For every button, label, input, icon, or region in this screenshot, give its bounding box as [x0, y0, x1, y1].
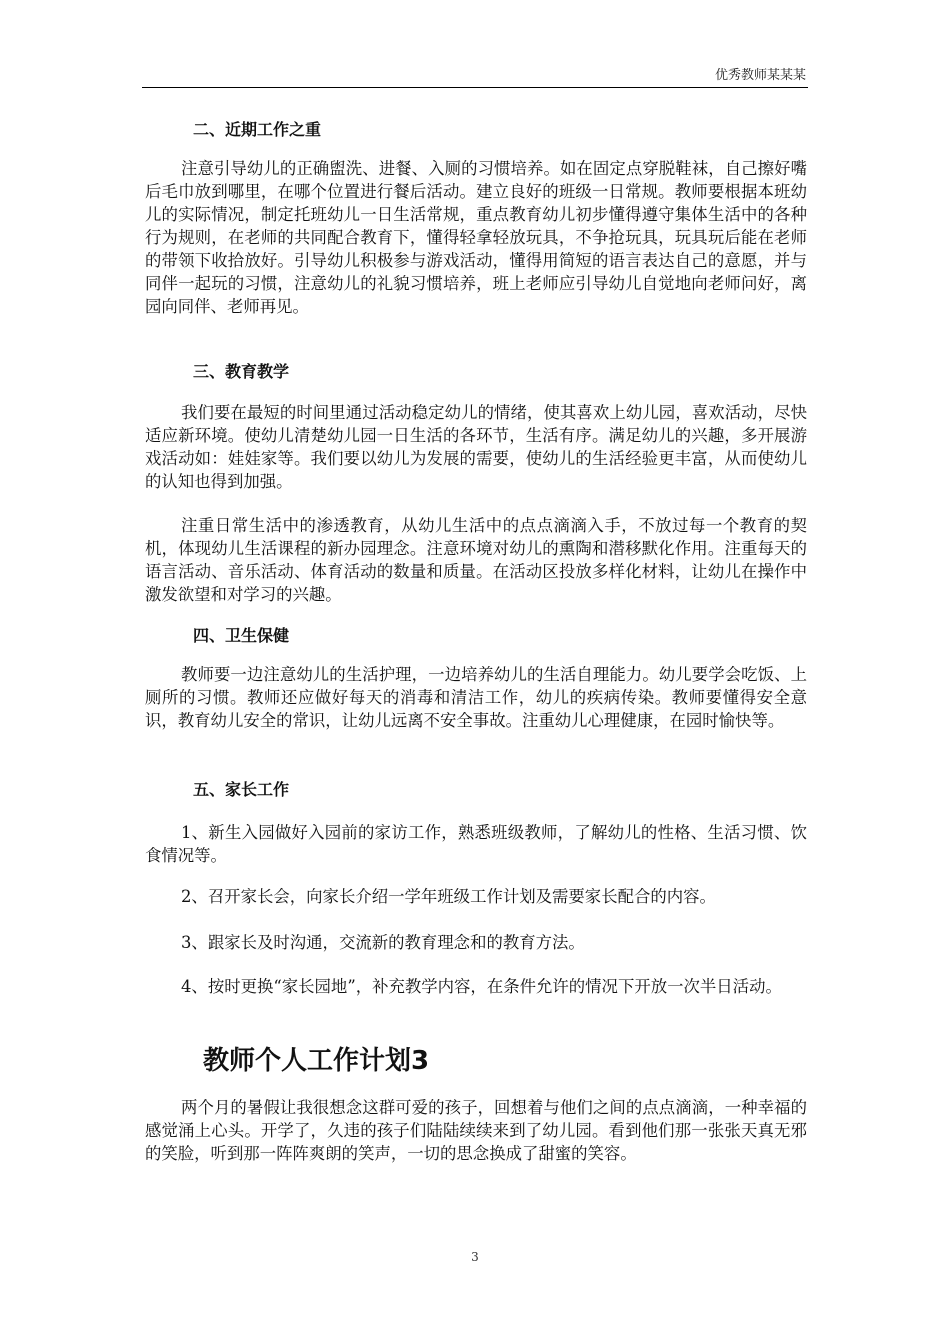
list-item: 1、新生入园做好入园前的家访工作，熟悉班级教师，了解幼儿的性格、生活习惯、饮食情况等。 — [145, 823, 807, 865]
paragraph: 注意引导幼儿的正确盥洗、进餐、入厕的习惯培养。如在固定点穿脱鞋袜，自己擦好嘴后毛巾放到哪里，在哪个位置进行餐后活动。建立良好的班级一日常规。教师要根据本班幼儿的实际情况，制定托班幼儿一日生活常规，重点教育幼儿初步懂得遵守集体生活中的各种行为规则，在老师的共同配合教育下，懂得轻拿轻放玩具，不争抢玩具，玩具玩后能在老师的带领下收拾放好。引导幼儿积极参与游戏活动，懂得用简短的语言表达自己的意愿，并与同伴一起玩的习惯，注意幼儿的礼貌习惯培养，班上老师应引导幼儿自觉地向老师问好，离园向同伴、老师再见。 — [145, 159, 807, 316]
header-author: 优秀教师某某某 — [714, 68, 806, 83]
section-heading: 五、家长工作 — [193, 780, 290, 799]
list-item: 2、召开家长会，向家长介绍一学年班级工作计划及需要家长配合的内容。 — [181, 887, 716, 906]
plan-title: 教师个人工作计划3 — [203, 1046, 430, 1076]
header-divider — [142, 87, 808, 88]
paragraph: 注重日常生活中的渗透教育，从幼儿生活中的点点滴滴入手，不放过每一个教育的契机，体现幼儿生活课程的新办园理念。注意环境对幼儿的熏陶和潜移默化作用。注重每天的语言活动、音乐活动、体育活动的数量和质量。在活动区投放多样化材料，让幼儿在操作中激发欲望和对学习的兴趣。 — [145, 516, 807, 604]
section-heading: 三、教育教学 — [193, 362, 290, 381]
list-item: 4、按时更换“家长园地”，补充教学内容，在条件允许的情况下开放一次半日活动。 — [181, 977, 782, 996]
paragraph: 两个月的暑假让我很想念这群可爱的孩子，回想着与他们之间的点点滴滴，一种幸福的感觉涌上心头。开学了，久违的孩子们陆陆续续来到了幼儿园。看到他们那一张张天真无邪的笑脸，听到那一阵阵爽朗的笑声，一切的思念换成了甜蜜的笑容。 — [145, 1098, 807, 1163]
section-heading: 四、卫生保健 — [193, 626, 290, 645]
paragraph: 教师要一边注意幼儿的生活护理，一边培养幼儿的生活自理能力。幼儿要学会吃饭、上厕所的习惯。教师还应做好每天的消毒和清洁工作，幼儿的疾病传染。教师要懂得安全意识，教育幼儿安全的常识，让幼儿远离不安全事故。注重幼儿心理健康，在园时愉快等。 — [145, 665, 807, 730]
list-item: 3、跟家长及时沟通，交流新的教育理念和的教育方法。 — [181, 933, 585, 952]
paragraph: 我们要在最短的时间里通过活动稳定幼儿的情绪，使其喜欢上幼儿园，喜欢活动，尽快适应新环境。使幼儿清楚幼儿园一日生活的各环节，生活有序。满足幼儿的兴趣，多开展游戏活动如：娃娃家等。我们要以幼儿为发展的需要，使幼儿的生活经验更丰富，从而使幼儿的认知也得到加强。 — [145, 403, 807, 491]
page-number: 3 — [471, 1250, 479, 1264]
section-heading: 二、近期工作之重 — [193, 120, 322, 139]
